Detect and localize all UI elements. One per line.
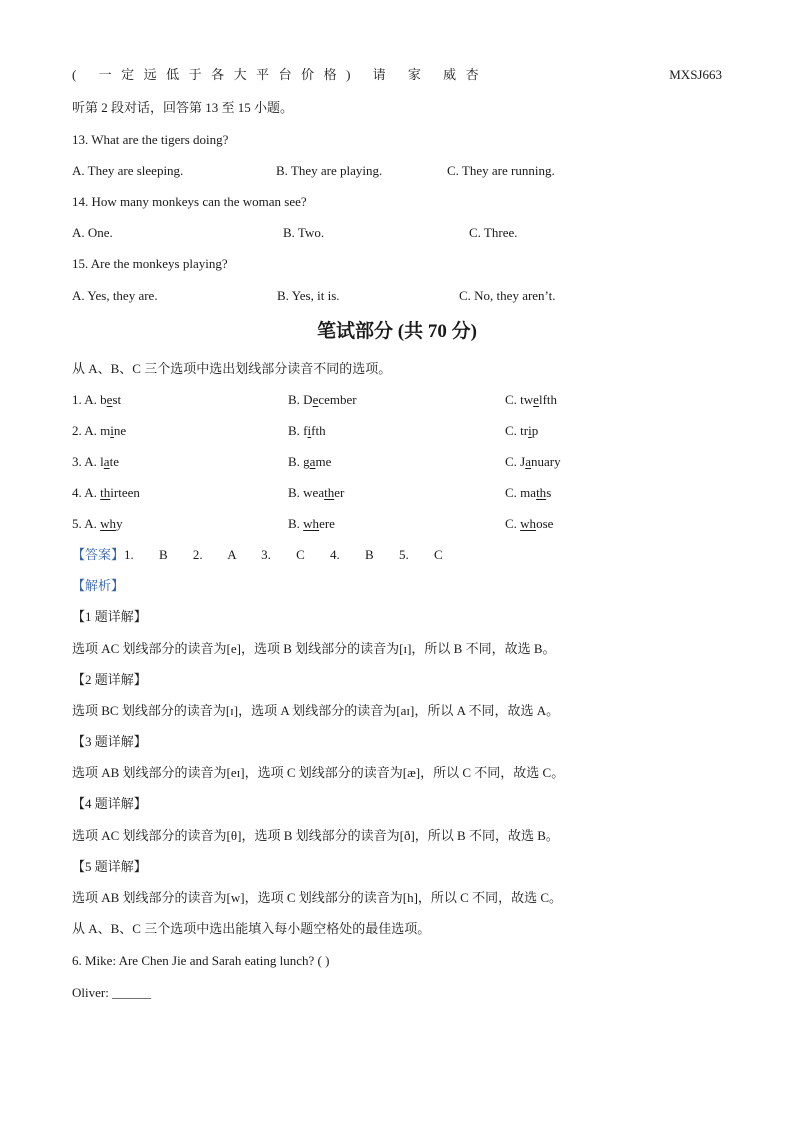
question-6: 6. Mike: Are Chen Jie and Sarah eating lunch? ( ) — [72, 953, 330, 968]
p1-option-b: B. December — [288, 392, 357, 407]
p4-option-b: B. weather — [288, 485, 345, 500]
p1-option-c: C. twelfth — [505, 392, 558, 407]
analysis-label: 【解析】 — [72, 578, 125, 593]
detail-1-label: 【1 题详解】 — [72, 609, 147, 624]
header-code: MXSJ663 — [669, 67, 722, 82]
detail-5-text: 选项 AB 划线部分的读音为[w]，选项 C 划线部分的读音为[h]，所以 C 不同，故选 C。 — [72, 890, 563, 905]
detail-5-label: 【5 题详解】 — [72, 859, 147, 874]
p3-option-a: 3. A. late — [72, 454, 119, 469]
p4-option-a: 4. A. thirteen — [72, 485, 140, 500]
detail-1-text: 选项 AC 划线部分的读音为[e]，选项 B 划线部分的读音为[ɪ]，所以 B 不同，故选 B。 — [72, 641, 556, 656]
q15-option-a: A. Yes, they are. — [72, 288, 158, 303]
cloze-intro: 从 A、B、C 三个选项中选出能填入每小题空格处的最佳选项。 — [72, 921, 431, 936]
p1-option-a: 1. A. best — [72, 392, 122, 407]
question-14: 14. How many monkeys can the woman see? — [72, 194, 307, 209]
answer-line — [72, 546, 443, 564]
q14-option-b: B. Two. — [283, 225, 325, 240]
p3-option-b: B. game — [288, 454, 332, 469]
q15-option-c: C. No, they aren’t. — [459, 288, 556, 303]
question-6-oliver: Oliver: ______ — [72, 985, 152, 1000]
phonics-intro: 从 A、B、C 三个选项中选出划线部分读音不同的选项。 — [72, 361, 392, 376]
p5-option-b: B. where — [288, 516, 335, 531]
detail-2-text: 选项 BC 划线部分的读音为[ɪ]，选项 A 划线部分的读音为[aɪ]，所以 A 不同，故选 A。 — [72, 703, 560, 718]
q13-option-c: C. They are running. — [447, 163, 555, 178]
answer-values: 1. B 2. A 3. C 4. B 5. C — [124, 547, 443, 562]
detail-4-text: 选项 AC 划线部分的读音为[θ]，选项 B 划线部分的读音为[ð]，所以 B 不同，故选 B。 — [72, 828, 559, 843]
p5-option-a: 5. A. why — [72, 516, 123, 531]
p2-option-a: 2. A. mine — [72, 423, 127, 438]
detail-3-text: 选项 AB 划线部分的读音为[eɪ]，选项 C 划线部分的读音为[æ]，所以 C 不同，故选 C。 — [72, 765, 565, 780]
detail-4-label: 【4 题详解】 — [72, 796, 147, 811]
detail-3-label: 【3 题详解】 — [72, 734, 147, 749]
q15-option-b: B. Yes, it is. — [277, 288, 340, 303]
section-title: 笔试部分 (共 70 分) — [317, 321, 477, 342]
q14-option-c: C. Three. — [469, 225, 518, 240]
p3-option-c: C. January — [505, 454, 561, 469]
p2-option-b: B. fifth — [288, 423, 326, 438]
p4-option-c: C. maths — [505, 485, 552, 500]
p5-option-c: C. whose — [505, 516, 554, 531]
q13-option-a: A. They are sleeping. — [72, 163, 184, 178]
listening-intro: 听第 2 段对话，回答第 13 至 15 小题。 — [72, 100, 294, 115]
page-header — [72, 66, 722, 84]
answer-label: 【答案】 — [72, 547, 125, 562]
header-left: ( 一定远低于各大平台价格) 请 家 威杏 — [72, 67, 489, 82]
question-15: 15. Are the monkeys playing? — [72, 256, 228, 271]
detail-2-label: 【2 题详解】 — [72, 672, 147, 687]
q13-option-b: B. They are playing. — [276, 163, 383, 178]
q14-option-a: A. One. — [72, 225, 113, 240]
question-13: 13. What are the tigers doing? — [72, 132, 229, 147]
p2-option-c: C. trip — [505, 423, 539, 438]
